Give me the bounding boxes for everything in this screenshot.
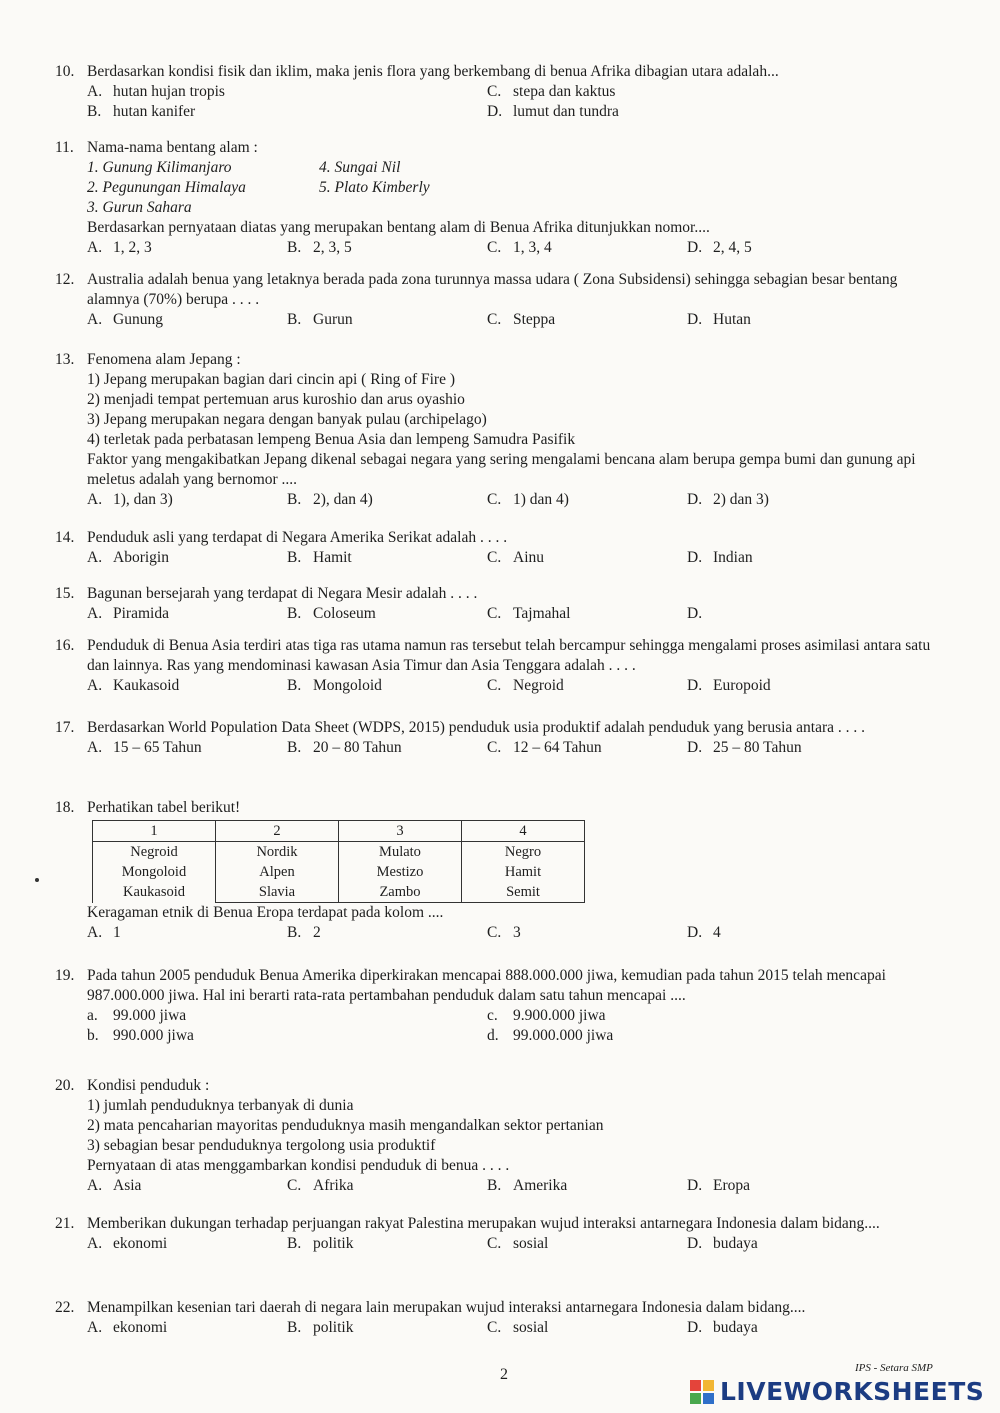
option-c[interactable]: C. Tajmahal [487, 605, 571, 622]
option-d[interactable]: D. Indian [687, 549, 753, 566]
option-c[interactable]: C. sosial [487, 1235, 549, 1252]
option-a[interactable]: A. hutan hujan tropis [87, 83, 225, 100]
table-header: 4 [462, 821, 585, 842]
question-number: 14. [55, 529, 75, 546]
question-text: Fenomena alam Jepang : [87, 351, 241, 368]
list-item: 3) Jepang merupakan negara dengan banyak pulau (archipelago) [87, 411, 487, 428]
question-number: 10. [55, 63, 75, 80]
brand-logo[interactable] [690, 1377, 984, 1406]
table-cell: Negroid Mongoloid Kaukasoid [93, 842, 216, 903]
option-c[interactable]: C. 1, 3, 4 [487, 239, 552, 256]
question-16 [55, 636, 945, 696]
question-stem: Keragaman etnik di Benua Eropa terdapat pada kolom .... [87, 904, 444, 921]
option-row [87, 1318, 945, 1338]
option-d[interactable]: D. Europoid [687, 677, 771, 694]
option-c[interactable]: C. Steppa [487, 311, 556, 328]
option-a[interactable]: A. ekonomi [87, 1319, 168, 1336]
list-item: 3. Gurun Sahara [87, 199, 192, 216]
list-item: 4. Sungai Nil [319, 159, 401, 176]
table-header-row [93, 821, 585, 842]
question-text: Memberikan dukungan terhadap perjuangan rakyat Palestina merupakan wujud interaksi antarnegara Indonesia dalam bidang.... [87, 1215, 880, 1232]
question-text: Pada tahun 2005 penduduk Benua Amerika diperkirakan mencapai 888.000.000 jiwa, kemudian pada tahun 2015 telah mencapai 987.000.000 jiwa. Hal ini berarti rata-rata pertambahan penduduk dalam satu tahun mencapai .... [87, 967, 886, 1004]
list-item: 4) terletak pada perbatasan lempeng Benua Asia dan lempeng Samudra Pasifik [87, 431, 576, 448]
question-14 [55, 528, 945, 568]
list-item: 3) sebagian besar penduduknya tergolong usia produktif [87, 1137, 436, 1154]
option-b[interactable]: b. 990.000 jiwa [87, 1027, 194, 1044]
option-row [87, 1026, 945, 1046]
option-b[interactable]: B. 20 – 80 Tahun [287, 739, 402, 756]
option-a[interactable]: A. 1), dan 3) [87, 491, 173, 508]
list-item: 2. Pegunungan Himalaya [87, 179, 246, 196]
option-b[interactable]: B. politik [287, 1235, 354, 1252]
option-c[interactable]: C. sosial [487, 1319, 549, 1336]
option-row [87, 102, 945, 122]
question-text: Kondisi penduduk : [87, 1077, 210, 1094]
question-number: 22. [55, 1299, 75, 1316]
question-15 [55, 584, 945, 624]
list-item: 2) mata pencaharian mayoritas penduduknya masih mengandalkan sektor pertanian [87, 1117, 604, 1134]
option-a[interactable]: A. 1 [87, 924, 121, 941]
option-b[interactable]: B. Hamit [287, 549, 352, 566]
option-a[interactable]: A. ekonomi [87, 1235, 168, 1252]
option-a[interactable]: A. Kaukasoid [87, 677, 180, 694]
question-text: Menampilkan kesenian tari daerah di negara lain merupakan wujud interaksi antarnegara Indonesia dalam bidang.... [87, 1299, 806, 1316]
option-a[interactable]: a. 99.000 jiwa [87, 1007, 187, 1024]
option-d[interactable]: D. 25 – 80 Tahun [687, 739, 802, 756]
option-row [87, 1176, 945, 1196]
option-row [87, 82, 945, 102]
question-number: 21. [55, 1215, 75, 1232]
question-12 [55, 270, 945, 330]
option-b[interactable]: B. Amerika [487, 1177, 568, 1194]
question-text: Penduduk asli yang terdapat di Negara Amerika Serikat adalah . . . . [87, 529, 508, 546]
option-row [87, 310, 945, 330]
option-row [87, 738, 945, 758]
option-row [87, 676, 945, 696]
question-20 [55, 1076, 945, 1196]
option-c[interactable]: C. Afrika [287, 1177, 354, 1194]
ethnic-table [92, 820, 585, 903]
table-row [93, 842, 585, 903]
option-row [87, 548, 945, 568]
question-text: Bagunan bersejarah yang terdapat di Negara Mesir adalah . . . . [87, 585, 478, 602]
option-a[interactable]: A. 1, 2, 3 [87, 239, 152, 256]
question-stem: Berdasarkan pernyataan diatas yang merupakan bentang alam di Benua Afrika ditunjukkan nomor.... [87, 219, 710, 236]
list-item: 5. Plato Kimberly [319, 179, 430, 196]
question-number: 17. [55, 719, 75, 736]
option-d[interactable]: D. [687, 605, 703, 622]
option-b[interactable]: B. hutan kanifer [87, 103, 196, 120]
option-b[interactable]: B. 2, 3, 5 [287, 239, 352, 256]
option-c[interactable]: C. Negroid [487, 677, 564, 694]
option-a[interactable]: A. 15 – 65 Tahun [87, 739, 202, 756]
table-cell: Negro Hamit Semit [462, 842, 585, 903]
question-10 [55, 62, 945, 122]
option-d[interactable]: D. Eropa [687, 1177, 751, 1194]
question-text: Nama-nama bentang alam : [87, 139, 258, 156]
page-number: 2 [500, 1366, 508, 1383]
option-row [87, 923, 945, 943]
table-cell: Nordik Alpen Slavia [216, 842, 339, 903]
list-item: 1) Jepang merupakan bagian dari cincin api ( Ring of Fire ) [87, 371, 456, 388]
option-d[interactable]: d. 99.000.000 jiwa [487, 1027, 614, 1044]
question-text: Penduduk di Benua Asia terdiri atas tiga ras utama namun ras tersebut telah bercampur sehingga mengalami proses asimilasi antara satu dan lainnya. Ras yang mendominasi kawasan Asia Timur dan Asia Tenggara adalah . . . . [87, 637, 931, 674]
option-c[interactable]: C. 12 – 64 Tahun [487, 739, 602, 756]
ethnic-table-wrap [87, 820, 945, 903]
table-header: 3 [339, 821, 462, 842]
question-number: 15. [55, 585, 75, 602]
option-row [87, 238, 945, 258]
list-item: 1. Gunung Kilimanjaro [87, 159, 232, 176]
question-13 [55, 350, 945, 510]
question-22 [55, 1298, 945, 1338]
question-number: 13. [55, 351, 75, 368]
bullet-mark [35, 878, 39, 882]
list-item: 2) menjadi tempat pertemuan arus kuroshio dan arus oyashio [87, 391, 465, 408]
question-number: 12. [55, 271, 75, 288]
option-row [87, 604, 945, 624]
option-row [87, 490, 945, 510]
question-21 [55, 1214, 945, 1254]
option-c[interactable]: C. 1) dan 4) [487, 491, 569, 508]
question-text: Berdasarkan World Population Data Sheet (WDPS, 2015) penduduk usia produktif adalah penduduk yang berusia antara . . . . [87, 719, 866, 736]
option-d[interactable]: D. 4 [687, 924, 721, 941]
question-18 [55, 798, 945, 943]
option-row [87, 1006, 945, 1026]
question-number: 18. [55, 799, 75, 816]
table-header: 2 [216, 821, 339, 842]
question-text: Perhatikan tabel berikut! [87, 799, 241, 816]
question-17 [55, 718, 945, 758]
option-b[interactable]: B. Coloseum [287, 605, 376, 622]
list-item: 1) jumlah penduduknya terbanyak di dunia [87, 1097, 354, 1114]
option-d[interactable]: D. budaya [687, 1319, 758, 1336]
question-text: Australia adalah benua yang letaknya berada pada zona turunnya massa udara ( Zona Subsidensi) sehingga sebagian besar bentang alamnya (70%) berupa . . . . [87, 271, 898, 308]
option-b[interactable]: B. politik [287, 1319, 354, 1336]
option-b[interactable]: B. Mongoloid [287, 677, 382, 694]
option-a[interactable]: A. Gunung [87, 311, 163, 328]
condition-list [87, 1096, 945, 1156]
question-stem: Faktor yang mengakibatkan Jepang dikenal sebagai negara yang sering mengalami bencana alam berupa gempa bumi dan gunung api meletus adalah yang bernomor .... [87, 451, 916, 488]
option-d[interactable]: D. Hutan [687, 311, 751, 328]
liveworksheets-icon [690, 1380, 714, 1404]
option-d[interactable]: D. lumut dan tundra [487, 103, 619, 120]
option-a[interactable]: A. Piramida [87, 605, 169, 622]
option-a[interactable]: A. Aborigin [87, 549, 169, 566]
brand-name: LIVEWORKSHEETS [720, 1377, 985, 1406]
option-c[interactable]: C. stepa dan kaktus [487, 83, 616, 100]
option-row [87, 1234, 945, 1254]
phenomena-list [87, 370, 945, 450]
question-number: 19. [55, 967, 75, 984]
option-a[interactable]: A. Asia [87, 1177, 142, 1194]
table-cell: Mulato Mestizo Zambo [339, 842, 462, 903]
option-c[interactable]: c. 9.900.000 jiwa [487, 1007, 606, 1024]
option-c[interactable]: C. Ainu [487, 549, 544, 566]
question-text: Berdasarkan kondisi fisik dan iklim, maka jenis flora yang berkembang di benua Afrika dibagian utara adalah... [87, 63, 779, 80]
option-b[interactable]: B. 2 [287, 924, 321, 941]
option-d[interactable]: D. 2, 4, 5 [687, 239, 752, 256]
question-number: 20. [55, 1077, 75, 1094]
question-number: 16. [55, 637, 75, 654]
question-stem: Pernyataan di atas menggambarkan kondisi penduduk di benua . . . . [87, 1157, 510, 1174]
option-d[interactable]: D. 2) dan 3) [687, 491, 769, 508]
question-number: 11. [55, 139, 74, 156]
landform-list [87, 158, 945, 218]
option-c[interactable]: C. 3 [487, 924, 521, 941]
option-b[interactable]: B. 2), dan 4) [287, 491, 373, 508]
subject-label: IPS - Setara SMP [855, 1362, 933, 1374]
table-header: 1 [93, 821, 216, 842]
question-11 [55, 138, 945, 258]
option-d[interactable]: D. budaya [687, 1235, 758, 1252]
question-19 [55, 966, 945, 1046]
option-b[interactable]: B. Gurun [287, 311, 353, 328]
